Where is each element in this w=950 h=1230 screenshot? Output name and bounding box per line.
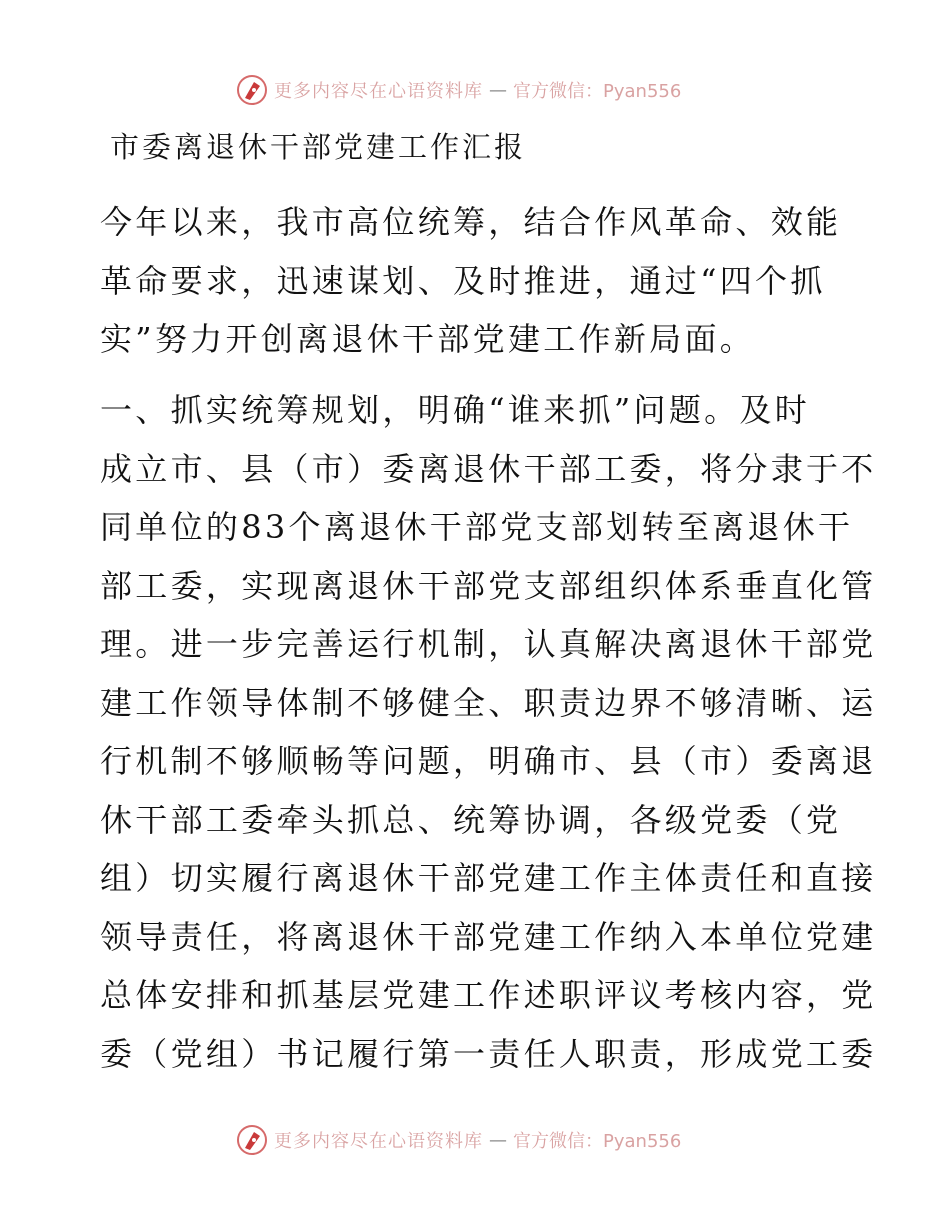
paragraph-line: 实”努力开创离退休干部党建工作新局面。 bbox=[100, 320, 756, 358]
paragraph-line: 休干部工委牵头抓总、统筹协调，各级党委（党 bbox=[100, 800, 842, 839]
document-title: 市委离退休干部党建工作汇报 bbox=[110, 130, 527, 164]
paragraph-line: 建工作领导体制不够健全、职责边界不够清晰、运 bbox=[100, 683, 877, 722]
paragraph-line: 成立市、县（市）委离退休干部工委，将分隶于不 bbox=[100, 449, 877, 488]
paragraph-line: 领导责任，将离退休干部党建工作纳入本单位党建 bbox=[100, 917, 877, 956]
paragraph-line: 组）切实履行离退休干部党建工作主体责任和直接 bbox=[100, 859, 877, 897]
paragraph-intro bbox=[100, 193, 858, 369]
paragraph-line: 今年以来，我市高位统筹，结合作风革命、效能 bbox=[100, 203, 842, 241]
watermark-wechat: 官方微信：Pyan556 bbox=[513, 1131, 682, 1152]
paragraph-line: 革命要求，迅速谋划、及时推进，通过“四个抓 bbox=[100, 261, 826, 300]
pen-nib-logo-icon bbox=[236, 1124, 268, 1156]
pen-nib-logo-icon bbox=[236, 74, 268, 106]
paragraph-line: 委（党组）书记履行第一责任人职责，形成党工委 bbox=[100, 1034, 877, 1073]
paragraph-line: 总体安排和抓基层党建工作述职评议考核内容，党 bbox=[100, 976, 877, 1014]
watermark-header bbox=[236, 73, 681, 107]
paragraph-line: 同单位的83个离退休干部党支部划转至离退休干 bbox=[100, 508, 854, 546]
watermark-wechat: 官方微信：Pyan556 bbox=[513, 81, 682, 102]
paragraph-section-one bbox=[100, 381, 877, 1083]
watermark-text: 更多内容尽在心语资料库 bbox=[274, 1131, 483, 1152]
watermark-dash: — bbox=[489, 79, 507, 101]
paragraph-line: 行机制不够顺畅等问题，明确市、县（市）委离退 bbox=[100, 742, 877, 780]
paragraph-line: 理。进一步完善运行机制，认真解决离退休干部党 bbox=[100, 625, 877, 663]
watermark-dash: — bbox=[489, 1129, 507, 1151]
watermark-text: 更多内容尽在心语资料库 bbox=[274, 81, 483, 102]
watermark-footer bbox=[236, 1123, 681, 1157]
paragraph-line: 部工委，实现离退休干部党支部组织体系垂直化管 bbox=[100, 566, 877, 605]
paragraph-line: 一、抓实统筹规划，明确“谁来抓”问题。及时 bbox=[100, 391, 811, 429]
